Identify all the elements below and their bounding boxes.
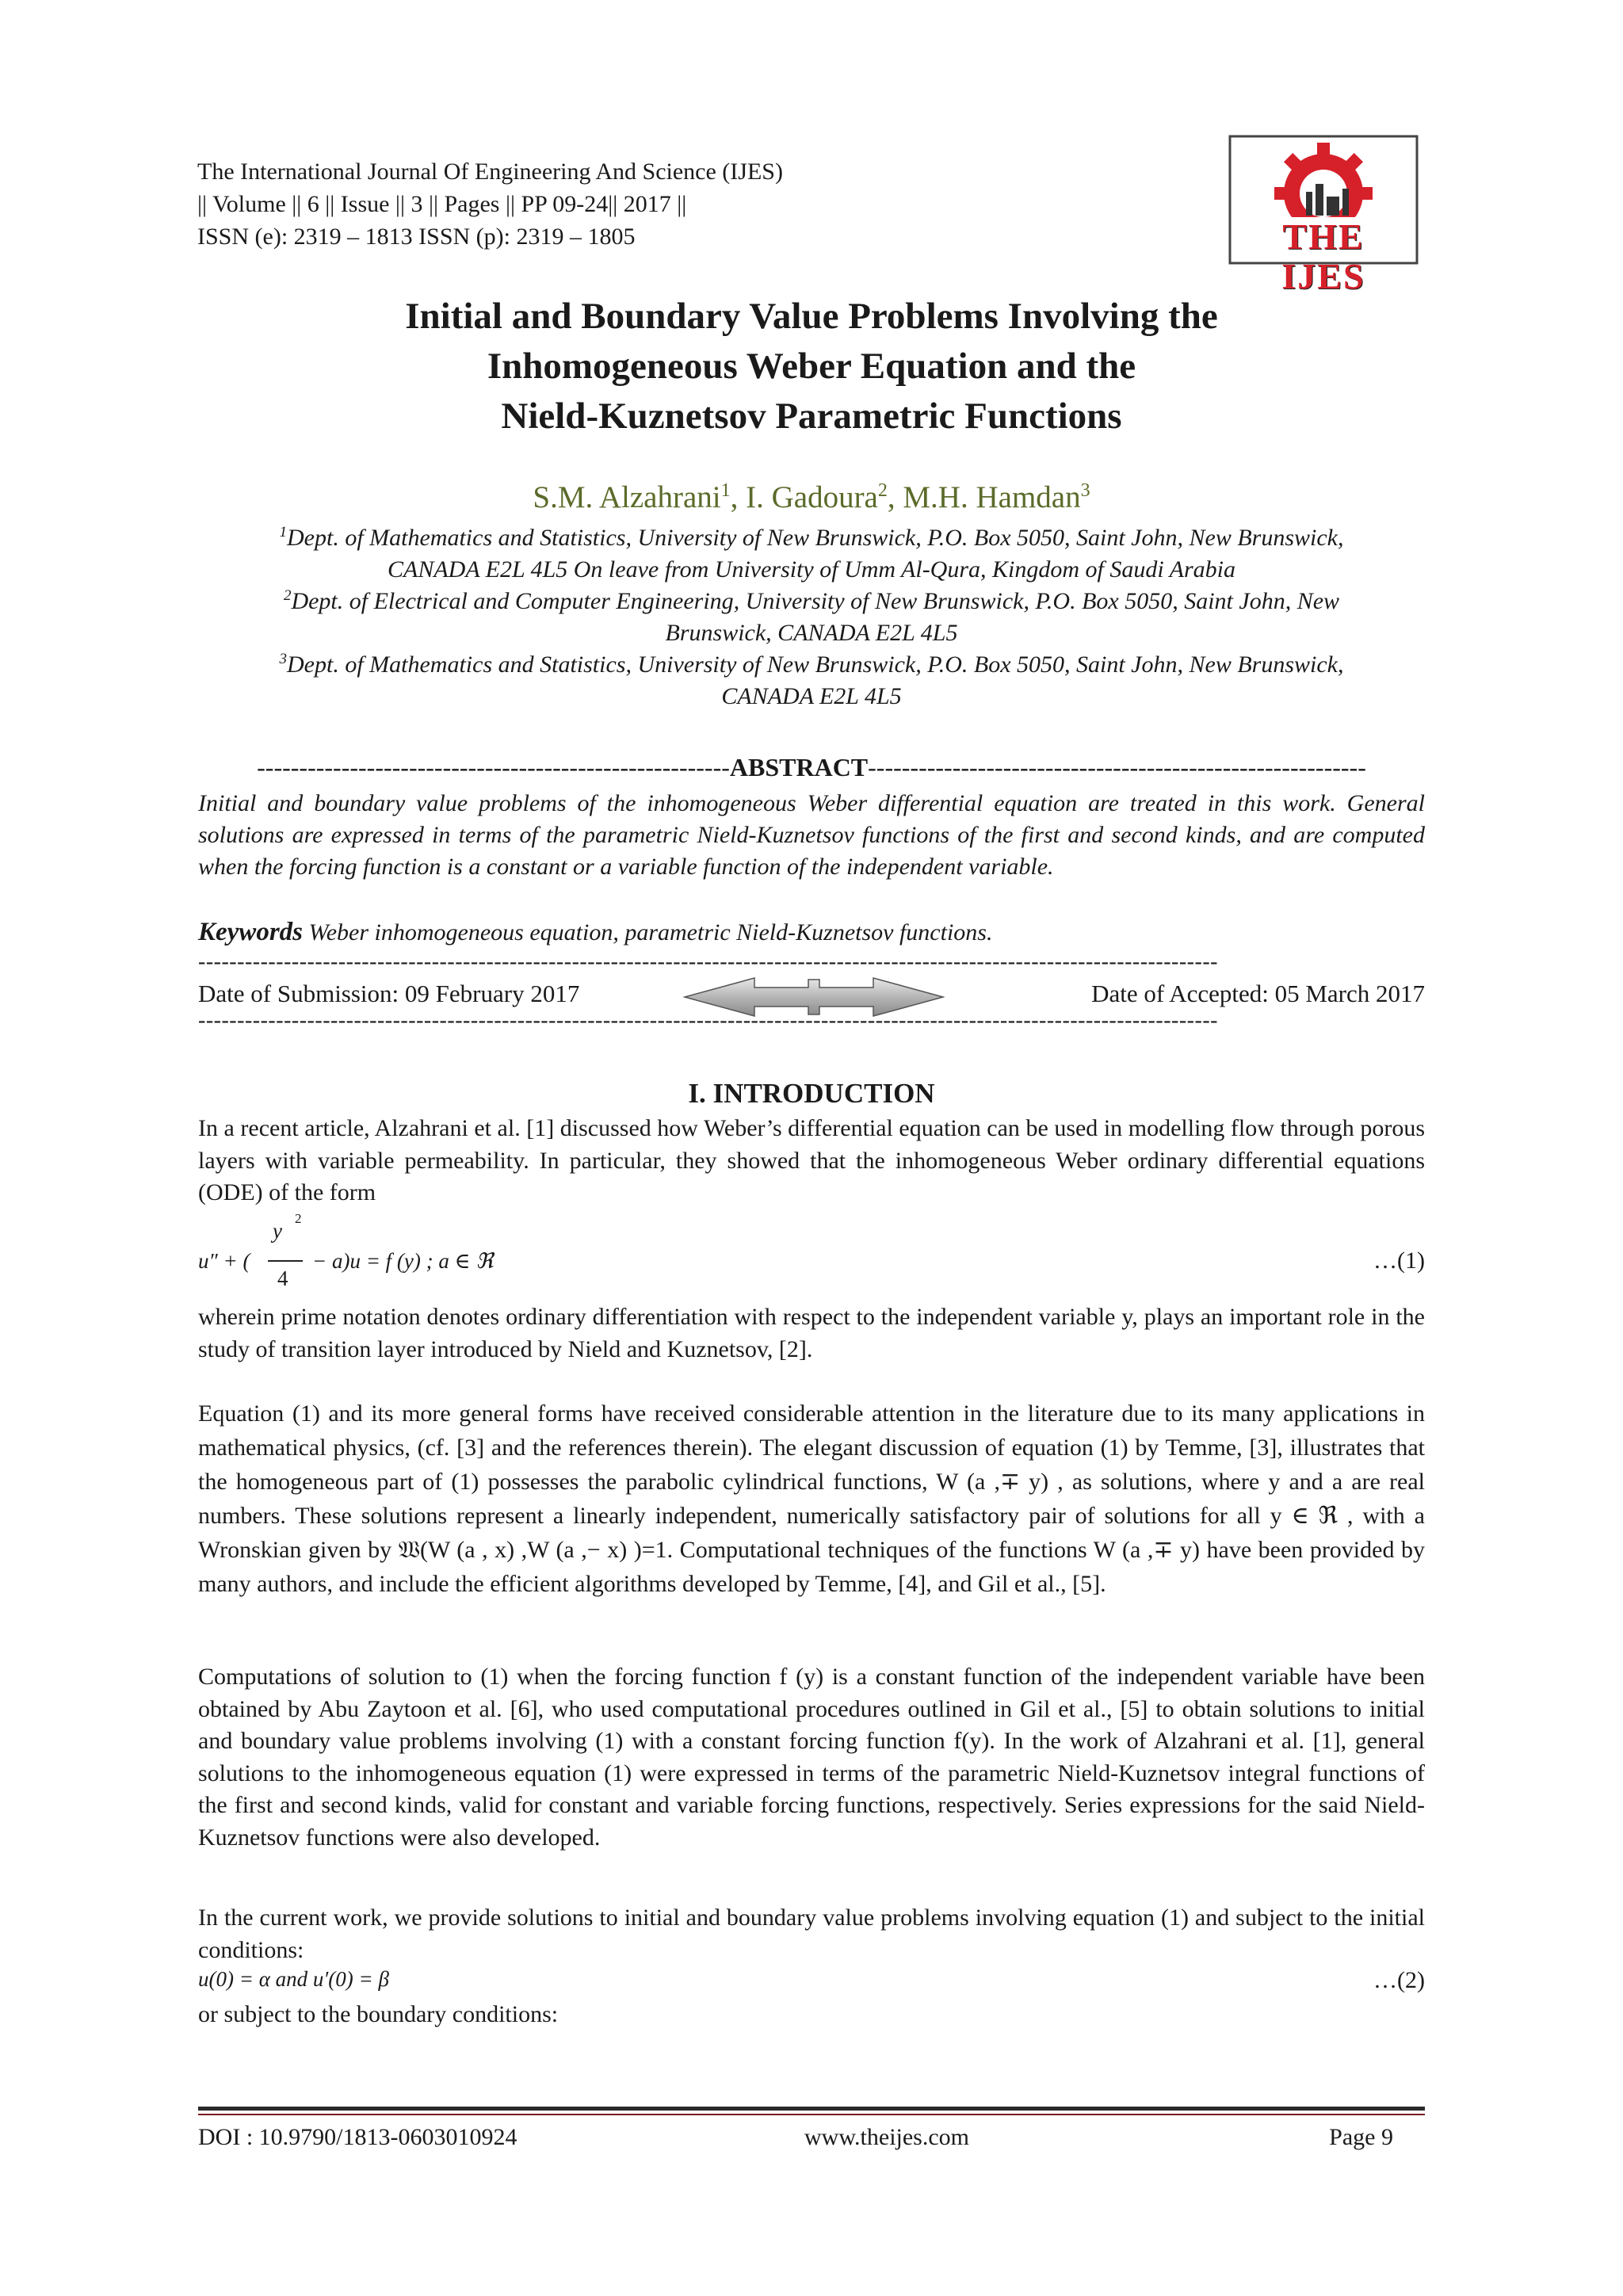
affiliation-1 [198,517,1425,586]
affiliation-3-mark: 3 [279,651,287,667]
affiliation-2-mark: 2 [283,587,292,604]
title-line-1: Initial and Boundary Value Problems Involving the [405,296,1218,337]
abstract-heading [198,753,1425,782]
keywords-text: Weber inhomogeneous equation, parametric Nield-Kuznetsov functions. [303,919,993,946]
equation-2-body: u(0) = α and u′(0) = β [198,1967,389,1991]
intro-paragraph-6: or subject to the boundary conditions: [198,2001,559,2027]
author-2: , I. Gadoura [730,480,878,514]
logo-text: THE IJES [1281,216,1365,296]
intro-paragraph-5: In the current work, we provide solutions to initial and boundary value problems involving equation (1) and subject to the initial conditions: [198,1904,1425,1963]
journal-volume: || Volume || 6 || Issue || 3 || Pages || PP 09-24|| 2017 || [197,191,687,217]
page-footer [198,2124,1425,2151]
author-list [198,471,1425,518]
affiliation-2-line-2: Brunswick, CANADA E2L 4L5 [665,620,958,646]
keywords-label: Keywords [198,918,303,946]
equation-1-number: …(1) [1373,1247,1425,1274]
abstract-rule-left: -------------------------------------------------------- [257,753,730,781]
journal-name: The International Journal Of Engineering And Science (IJES) [197,159,783,185]
submission-date: Date of Submission: 09 February 2017 [198,980,580,1007]
equation-1-rhs: − a)u = f (y) ; a ∈ ℜ [312,1249,494,1273]
abstract-label: ABSTRACT [729,753,869,781]
separator-top: ----------------------------------------------------------------------------------------------------------------------------------- [198,949,1218,974]
intro-paragraph-4: Computations of solution to (1) when the forcing function f (y) is a constant function of the independent variable have been obtained by Abu Zaytoon et al. [6], who used computational procedures outlined in Gil et al., [5] to obtain solutions to initial and boundary value problems involving (1) with a constant forcing function f(y). In the work of Alzahrani et al. [1], general solutions to the inhomogeneous equation (1) were expressed in terms of the parametric Nield-Kuznetsov integral functions of the first and second kinds, valid for constant and variable forcing functions, respectively. Series expressions for the said Nield-Kuznetsov functions were also developed. [198,1664,1425,1851]
affiliation-2-line-1: Dept. of Electrical and Computer Engineering, University of New Brunswick, P.O. Box 5050, Saint John, New [291,588,1340,614]
footer-page-number: Page 9 [1329,2124,1393,2150]
equation-1-exponent: 2 [295,1211,302,1226]
affiliation-1-mark: 1 [279,524,287,541]
ijes-logo [1227,135,1420,296]
equation-1-lhs: u″ + ( [198,1249,250,1273]
footer-doi: DOI : 10.9790/1813-0603010924 [198,2124,517,2150]
intro-paragraph-1: In a recent article, Alzahrani et al. [1] discussed how Weber’s differential equation can be used in modelling flow through porous layers with variable permeability. In particular, they showed that the inhomogeneous Weber ordinary differential equations (ODE) of the form [198,1115,1425,1205]
footer-rule-accent [198,2114,1425,2115]
author-3: , M.H. Hamdan [887,480,1081,514]
footer-website: www.theijes.com [804,2124,970,2150]
title-line-2: Inhomogeneous Weber Equation and the [487,346,1136,387]
author-3-mark: 3 [1080,480,1090,501]
equation-1-denominator: 4 [277,1266,288,1290]
accepted-date: Date of Accepted: 05 March 2017 [1091,980,1425,1007]
affiliation-3 [198,644,1425,712]
author-1-mark: 1 [720,480,731,501]
affiliation-1-line-1: Dept. of Mathematics and Statistics, University of New Brunswick, P.O. Box 5050, Saint John, New Brunswick, [287,525,1344,551]
section-heading-introduction: I. INTRODUCTION [688,1078,935,1109]
fraction-bar [268,1260,303,1262]
footer-rule [198,2107,1425,2111]
equation-2 [198,1967,1425,1992]
abstract-body: Initial and boundary value problems of the inhomogeneous Weber differential equation are treated in this work. General solutions are expressed in terms of the parametric Nield-Kuznetsov functions of the first and second kinds, and are computed when the forcing function is a constant or a variable function of the independent variable. [198,790,1425,880]
affiliation-1-line-2: CANADA E2L 4L5 On leave from University of Umm Al-Qura, Kingdom of Saudi Arabia [388,556,1235,583]
keywords [198,916,1425,949]
journal-issn: ISSN (e): 2319 – 1813 ISSN (p): 2319 – 1805 [197,223,636,250]
equation-1 [198,1211,1425,1298]
journal-header [197,155,783,253]
title-line-3: Nield-Kuznetsov Parametric Functions [501,395,1122,437]
affiliation-3-line-2: CANADA E2L 4L5 [721,683,902,709]
author-1: S.M. Alzahrani [533,480,721,514]
intro-paragraph-2: wherein prime notation denotes ordinary differentiation with respect to the independent variable y, plays an important role in the study of transition layer introduced by Nield and Kuznetsov, [2]. [198,1304,1425,1362]
author-2-mark: 2 [877,480,888,501]
affiliation-3-line-1: Dept. of Mathematics and Statistics, University of New Brunswick, P.O. Box 5050, Saint John, New Brunswick, [287,651,1344,678]
intro-paragraph-3: Equation (1) and its more general forms have received considerable attention in the literature due to its many applications in mathematical physics, (cf. [3] and the references therein). The elegant discussion of equation (1) by Temme, [3], illustrates that the homogeneous part of (1) possesses the parabolic cylindrical functions, W (a ,∓ y) , as solutions, where y and a are real numbers. These solutions represent a linearly independent, numerically satisfactory pair of solutions for all y ∈ ℜ , with a Wronskian given by 𝔚(W (a , x) ,W (a ,− x) )=1. Computational techniques of the functions W (a ,∓ y) have been provided by many authors, and include the efficient algorithms developed by Temme, [4], and Gil et al., [5]. [198,1400,1425,1597]
separator-bottom: ----------------------------------------------------------------------------------------------------------------------------------- [198,1008,1218,1033]
affiliation-2 [198,580,1425,649]
abstract-rule-right: ----------------------------------------------------------- [868,753,1366,781]
equation-2-number: …(2) [1373,1967,1425,1993]
paper-title [198,292,1425,441]
equation-1-numerator: y [273,1219,282,1243]
